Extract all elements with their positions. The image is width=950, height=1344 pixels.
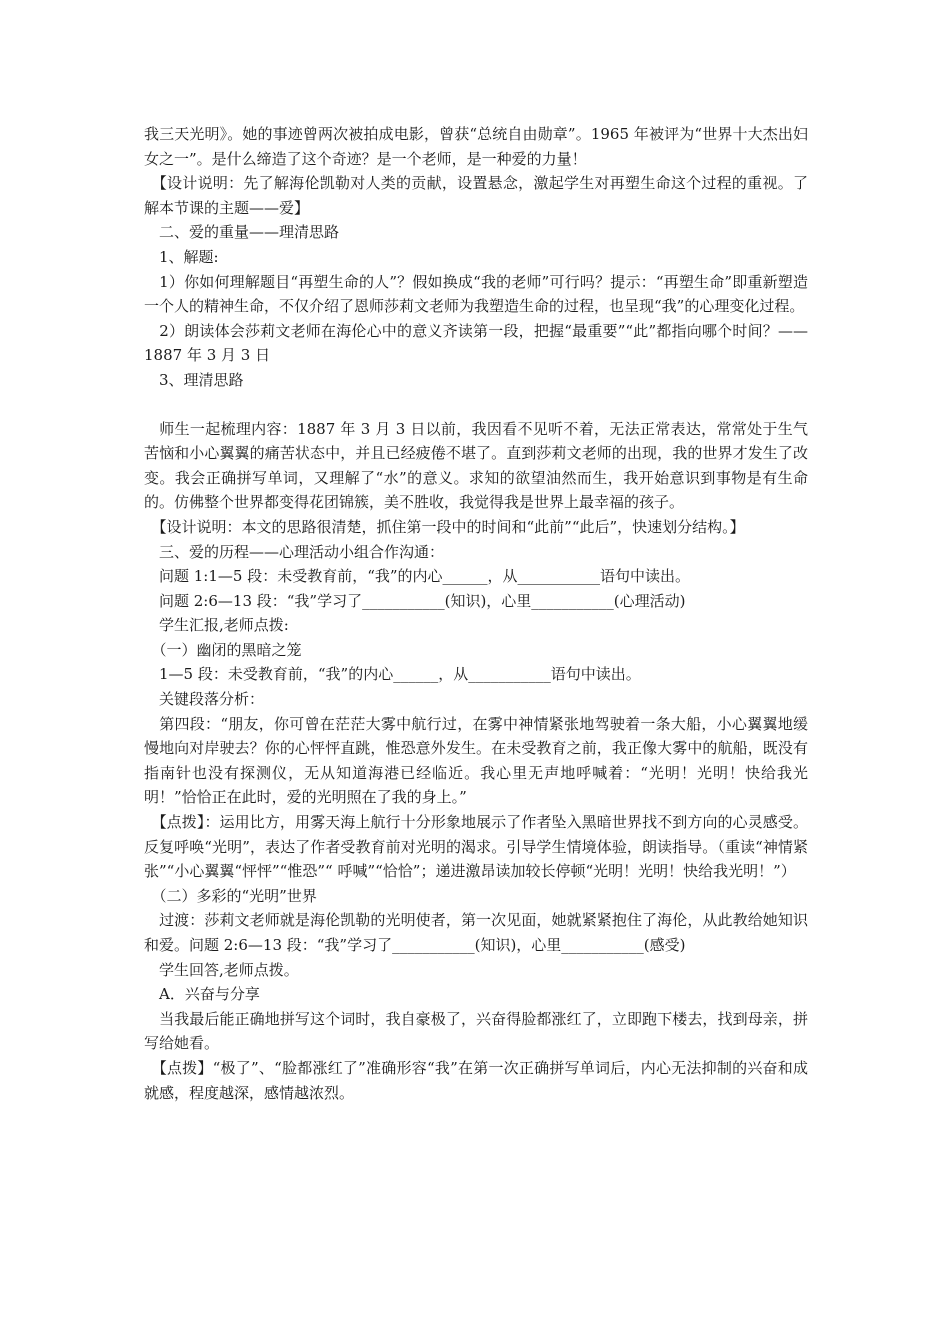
subsection-dark-cage: （一）幽闭的黑暗之笼 (144, 640, 302, 659)
section-heading-2: 二、爱的重量——理清思路 (144, 223, 340, 242)
document-page (144, 122, 808, 1105)
question-1: 1）你如何理解题目“再塑生命的人”？假如换成“我的老师”可行吗？提示：“再塑生命”即重新塑造一个人的精神生命，不仅介绍了恩师莎莉文老师为我塑造生命的过程，也呈现“我”的心理变化过程。 (144, 272, 808, 316)
key-paragraph-heading: 关键段落分析： (144, 690, 265, 709)
paragraphs-1-5-question: 1—5 段：未受教育前，“我”的内心______，从___________语句中读出。 (144, 665, 641, 684)
point-a-heading: A．兴奋与分享 (144, 985, 260, 1004)
subsection-bright-world: （二）多彩的“光明”世界 (144, 886, 317, 905)
design-note-1: 【设计说明：先了解海伦凯勒对人类的贡献，设置悬念，激起学生对再塑生命这个过程的重视。了解本节课的主题——爱】 (144, 174, 808, 217)
intro-paragraph: 我三天光明》。她的事迹曾两次被拍成电影，曾获“总统自由勋章”。1965 年被评为“世界十大杰出妇女之一”。是什么缔造了这个奇迹？是一个老师，是一种爱的力量！ (144, 125, 808, 168)
transition-paragraph: 过渡：莎莉文老师就是海伦凯勒的光明使者，第一次见面，她就紧紧抱住了海伦，从此教给她知识和爱。问题 2:6—13 段：“我”学习了___________(知识)，心里___________(感受) (144, 911, 808, 954)
subheading-title-analysis: 1、解题: (144, 247, 219, 266)
student-answer: 学生回答,老师点拨。 (144, 960, 299, 979)
fourth-paragraph-quote: 第四段：“朋友，你可曾在茫茫大雾中航行过，在雾中神情紧张地驾驶着一条大船，小心翼翼地缓慢地向对岸驶去？你的心怦怦直跳，惟恐意外发生。在未受教育之前，我正像大雾中的航船，既没有指南针也没有探测仪，无从知道海港已经临近。我心里无声地呼喊着：“光明！光明！快给我光明！”恰恰正在此时，爱的光明照在了我的身上。” (144, 714, 808, 807)
group-question-1: 问题 1:1—5 段：未受教育前，“我”的内心______，从___________语句中读出。 (144, 567, 691, 586)
student-report: 学生汇报,老师点拨: (144, 616, 289, 635)
guidance-note-2: 【点拨】“极了”、“脸都涨红了”准确形容“我”在第一次正确拼写单词后，内心无法抑制的兴奋和成就感，程度越深，感情越浓烈。 (144, 1058, 808, 1102)
section-heading-3: 三、爱的历程——心理活动小组合作沟通： (144, 542, 445, 561)
group-question-2: 问题 2:6—13 段：“我”学习了___________(知识)，心里___________(心理活动) (144, 591, 686, 610)
summary-paragraph: 师生一起梳理内容：1887 年 3 月 3 日以前，我因看不见听不着，无法正常表达，常常处于生气苦恼和小心翼翼的痛苦状态中，并且已经疲倦不堪了。直到莎莉文老师的出现，我的世界才发生了改变。我会正确拼写单词，又理解了“水”的意义。求知的欲望油然而生，我开始意识到事物是有生命的。仿佛整个世界都变得花团锦簇，美不胜收，我觉得我是世界上最幸福的孩子。 (144, 419, 808, 512)
subheading-structure: 3、理清思路 (144, 370, 244, 389)
guidance-note-1: 【点拨】：运用比方，用雾天海上航行十分形象地展示了作者坠入黑暗世界找不到方向的心灵感受。反复呼唤“光明”，表达了作者受教育前对光明的渴求。引导学生情境体验，朗读指导。（重读“神情紧张”“小心翼翼“怦怦”“惟恐”“ 呼喊”“恰恰”；递进激昂读加较长停顿“光明！光明！快给我光明！”） (144, 813, 808, 881)
blank-line (144, 393, 808, 417)
question-2: 2）朗读体会莎莉文老师在海伦心中的意义齐读第一段，把握“最重要”“此”都指向哪个时间？——1887 年 3 月 3 日 (144, 321, 808, 365)
spelling-quote: 当我最后能正确地拼写这个词时，我自豪极了，兴奋得脸都涨红了，立即跑下楼去，找到母亲，拼写给她看。 (144, 1009, 808, 1053)
design-note-2: 【设计说明：本文的思路很清楚，抓住第一段中的时间和“此前”“此后”，快速划分结构。】 (144, 517, 745, 536)
